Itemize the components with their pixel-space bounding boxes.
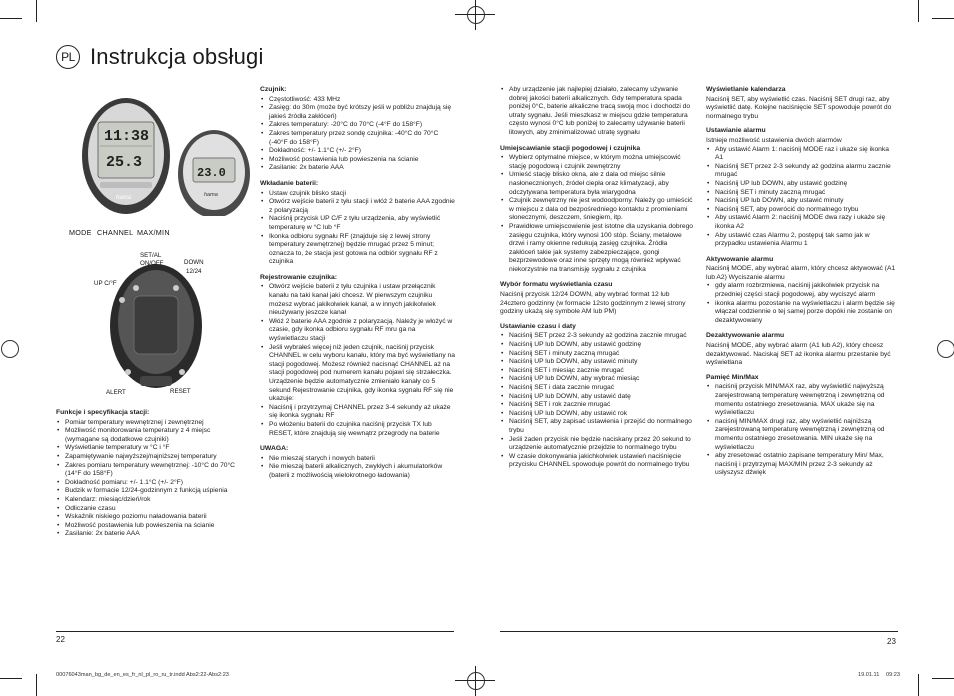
lcd-time: 11:38	[104, 128, 150, 145]
list-item: • Naciśnij przycisk UP C/F z tyłu urządzenia, aby wyświetlić temperaturę w °C lub °F	[260, 215, 456, 232]
list-item: • Naciśnij SET przez 2-3 sekundy aż godzina alarmu zacznie mrugać	[706, 163, 898, 180]
list-item: • Jeśli żaden przycisk nie będzie naciskany przez 20 sekund to urządzenie automatycznie przejdzie to normalnego trybu	[500, 436, 694, 453]
list-item: • Naciśnij UP lub DOWN, aby ustawić godzinę	[500, 341, 694, 350]
section-heading: Dezaktywowanie alarmu	[706, 332, 785, 340]
list-item: • aby zresetować ostatnio zapisane temperatury Min/ Max, naciśnij i przytrzymaj MAX/MIN przez 2-3 sekundy aż usłyszysz dźwięk	[706, 452, 898, 478]
list-item: • Nie mieszaj baterii alkalicznych, zwykłych i akumulatorków (baterii z możliwością wielokrotnego ładowania)	[260, 463, 456, 480]
column-4	[706, 86, 898, 485]
list-item: • Wybierz optymalne miejsce, w którym można umiejscowić stację pogodową i czujnik zewnętrzny	[500, 154, 694, 171]
list-item: • Zakres temperatury przez sondę czujnika: -40°C do 70°C (-40°F do 158°F)	[260, 130, 456, 147]
list-item: • Ustaw czujnik blisko stacji	[260, 190, 456, 199]
list-item: • Możliwość postawienia lub powieszenia na ścianie	[260, 156, 456, 165]
list-item: • W czasie dokonywania jakichkolwiek ustawień naciśnięcie przycisku CHANNEL spowoduje powrót do normalnego trybu	[500, 453, 694, 470]
list-item: • Naciśnij SET i data zacznie mrugać	[500, 384, 694, 393]
page-rule-left	[56, 631, 454, 632]
registration-mark	[1, 340, 19, 358]
list-item: • Zasilanie: 2x baterie AAA	[260, 164, 456, 173]
print-slug: 00076043man_bg_de_en_es_fr_nl_pl_ro_ru_tr.indd Abs2:22-Abs2:23	[56, 672, 229, 678]
label-down-sub: 12/24	[186, 268, 202, 275]
list-item: • Naciśnij UP lub DOWN, aby ustawić rok	[500, 410, 694, 419]
list-item: • Naciśnij SET, aby zapisać ustawienia i przejść do normalnego trybu	[500, 418, 694, 435]
crop-mark	[0, 18, 22, 19]
list-item: • Aby urządzenie jak najlepiej działało, zalecamy używanie dobrej jakości baterii alkalicznych. Gdy temperatura spada poniżej 0°C, baterie alkaliczne tracą swoją moc i dochodzi do utraty sygnału. Jeśli mieszkasz w miejscu gdzie temperatura często wynosi 0°C lub poniżej to zalecamy używanie baterii litowych, aby zminimalizować utratę sygnału	[500, 86, 694, 138]
registration-list	[260, 283, 456, 438]
list-item: • Naciśnij UP lub DOWN, aby ustawić minuty	[500, 358, 694, 367]
list-item: • Dokładność pomiaru: +/- 1.1°C (+/- 2°F)	[56, 479, 246, 488]
list-item: • ikonka alarmu pozostanie na wyświetlaczu i alarm będzie się włączał codziennie o tej samej porze dopóki nie zostanie on dezaktywowany	[706, 300, 898, 326]
list-item: • naciśnij przycisk MIN/MAX raz, aby wyświetlić najwyższą zarejestrowaną temperaturę wewnętrzną i zewnętrzną od momentu ostatniego zresetowania. MAX ukaże się na wyświetlaczu	[706, 383, 898, 417]
registration-mark	[467, 672, 485, 690]
list-item: • Naciśnij SET i minuty zaczną mrugać	[500, 350, 694, 359]
list-item: • Możliwość postawienia lub powieszenia na ścianie	[56, 522, 246, 531]
crop-mark	[932, 18, 954, 19]
section-heading: UWAGA:	[260, 445, 289, 453]
label-onoff: ON/OFF	[140, 260, 164, 267]
list-item: • Otwórz wejście baterii z tyłu stacji i włóż 2 baterie AAA zgodnie z polaryzacją	[260, 198, 456, 215]
registration-mark	[937, 340, 954, 358]
note-list	[260, 455, 456, 481]
button-reset	[179, 369, 185, 375]
list-item: • Naciśnij UP lub DOWN, aby ustawić datę	[500, 393, 694, 402]
page-rule-right	[500, 631, 898, 632]
list-item: • Naciśnij UP lub DOWN, aby ustawić godzinę	[706, 180, 898, 189]
button-up	[119, 297, 125, 303]
brand-logo: hama	[116, 195, 132, 201]
list-item: • naciśnij MIN/MAX drugi raz, aby wyświetlić najniższą zarejestrowaną temperaturę wewnętrzną i zewnętrzną od momentu ostatniego zresetowania. MIN ukaże się na wyświetlaczu	[706, 418, 898, 452]
button-down	[173, 285, 179, 291]
column-3	[500, 86, 694, 477]
list-item: • Dokładność: +/- 1.1°C (+/- 2°F)	[260, 147, 456, 156]
list-item: • Naciśnij UP lub DOWN, aby wybrać miesiąc	[500, 375, 694, 384]
crop-mark	[918, 674, 919, 696]
intro-list	[500, 86, 694, 138]
weather-station-illustration	[70, 96, 250, 216]
alarm-set-list	[706, 146, 898, 249]
list-item: • Aby ustawić Alarm 2: naciśnij MODE dwa razy i ukaże się ikonka A2	[706, 214, 898, 231]
label-mode: MODE	[69, 228, 92, 237]
station-buttons	[100, 182, 152, 188]
section-heading: Czujnik:	[260, 86, 287, 93]
crop-mark	[475, 0, 476, 30]
label-channel: CHANNEL	[97, 228, 134, 237]
column-2	[260, 86, 456, 488]
minmax-list	[706, 383, 898, 478]
list-item: • Aby ustawić czas Alarmu 2, postępuj tak samo jak w przypadku ustawienia Alarmu 1	[706, 232, 898, 249]
section-text: Istnieje możliwość ustawienia dwóch alarmów	[706, 136, 842, 144]
list-item: • gdy alarm rozbrzmiewa, naciśnij jakikolwiek przycisk na przedniej części stacji pogodowej, aby wyciszyć alarm	[706, 282, 898, 299]
label-maxmin: MAX/MIN	[137, 228, 170, 237]
list-item: • Zapamiętywanie najwyższej/najniższej temperatury	[56, 453, 246, 462]
sensor-spec-list	[260, 96, 456, 173]
list-item: • Umieść stację blisko okna, ale z dala od miejsc silnie nasłonecznionych, źródeł ciepła oraz klimatyzacji, aby odczytywana temperatura była wiarygodna	[500, 171, 694, 197]
time-date-list	[500, 332, 694, 470]
list-item: • Kalendarz: miesiąc/dzień/rok	[56, 496, 246, 505]
section-text: Naciśnij przycisk 12/24 DOWN, aby wybrać format 12 lub 24czterо godzinny (w formacie 12sto godzinnym z lewej strony godziny ukażą się symbole AM lub PM)	[500, 291, 686, 316]
list-item: • Częstotliwość: 433 MHz	[260, 96, 456, 105]
sensor-back-illustration	[100, 256, 210, 396]
battery-cover	[134, 296, 178, 354]
list-item: • Naciśnij SET, aby powrócić do normalnego trybu	[706, 206, 898, 215]
section-heading: Funkcje i specyfikacja stacji:	[56, 409, 150, 416]
list-item: • Czujnik zewnętrzny nie jest wodoodporny. Należy go umieścić w miejscu z dala od bezpośredniego kontaktu z promieniami słonecznymi, deszczem, śniegiem, itp.	[500, 197, 694, 223]
print-date: 19.01.11	[858, 672, 880, 678]
list-item: • Ikonka odbioru sygnału RF (znajduje się z lewej strony temperatury zewnętrznej) będzie mrugać przez 5 minut; oznacza to, że stacja jest gotowa na odbiór sygnału RF z czujnika	[260, 233, 456, 267]
list-item: • Naciśnij UP lub DOWN, aby ustawić minuty	[706, 197, 898, 206]
crop-mark	[932, 678, 954, 679]
button-set	[133, 285, 139, 291]
page-title	[56, 44, 264, 70]
language-badge: PL	[56, 45, 80, 69]
list-item: • Wyświetlanie temperatury w °C i °F	[56, 444, 246, 453]
section-heading: Wyświetlanie kalendarza	[706, 86, 786, 93]
label-alarm: ALERT	[106, 389, 126, 396]
list-item: • Prawidłowe umiejscowienie jest istotne dla uzyskania dobrego zasięgu czujnika, który wynosi 100 stóp. Ściany, metalowe drzwi i ramy okienne redukują zasięg czujnika. Źródła zakłóceń takie jak systemy zabezpieczające, gongi bezprzewodowe oraz inne sprzęty mogą również wpływać niekorzystnie na transmisję sygnału z czujnika	[500, 223, 694, 275]
lcd-temp: 25.3	[106, 154, 143, 171]
list-item: • Naciśnij SET i minuty zaczną mrugać	[706, 189, 898, 198]
list-item: • Wskaźnik niskiego poziomu naładowania baterii	[56, 513, 246, 522]
crop-mark	[0, 678, 22, 679]
label-reset: RESET	[170, 388, 191, 395]
list-item: • Naciśnij SET i miesiąc zacznie mrugać	[500, 367, 694, 376]
list-item: • Zakres temperatury: -20°C do 70°C (-4°F do 158°F)	[260, 121, 456, 130]
sensor-brand-logo: hama	[204, 192, 218, 198]
sensor-lcd-temp: 23.0	[197, 166, 226, 180]
crop-mark	[918, 0, 919, 22]
alarm-activate-list	[706, 282, 898, 325]
sensor-stand	[140, 376, 172, 386]
list-item: • Otwórz wejście baterii z tyłu czujnika i ustaw przełącznik kanału na taki kanał jaki chcesz. W pierwszym czujniku możesz wybrać jakikolwiek kanał, a w innych jakikolwiek nieużywany jeszcze kanał	[260, 283, 456, 317]
column-1	[56, 409, 246, 546]
placement-list	[500, 154, 694, 274]
section-heading: Rejestrowanie czujnika:	[260, 273, 338, 281]
registration-mark	[467, 6, 485, 24]
page-number-right: 23	[887, 637, 896, 646]
print-time: 09:23	[886, 672, 900, 678]
list-item: • Zasilanie: 2x baterie AAA	[56, 530, 246, 539]
list-item: • Aby ustawić Alarm 1: naciśnij MODE raz i ukaże się ikonka A1	[706, 146, 898, 163]
battery-list	[260, 190, 456, 267]
list-item: • Naciśnij SET przez 2-3 sekundy aż godzina zacznie mrugać	[500, 332, 694, 341]
button-alarm	[125, 369, 131, 375]
section-heading: Aktywowanie alarmu	[706, 255, 774, 263]
crop-mark	[36, 674, 37, 696]
list-item: • Naciśnij i przytrzymaj CHANNEL przez 3-4 sekundy aż ukaże się ikonka sygnału RF	[260, 404, 456, 421]
list-item: • Po włożeniu baterii do czujnika naciśnij przycisk TX lub RESET, które znajdują się wewnątrz przegrody na baterie	[260, 421, 456, 438]
section-heading: Pamięć Min/Max	[706, 373, 759, 381]
section-text: Naciśnij MODE, aby wybrać alarm (A1 lub A2), który chcesz dezaktywować. Naciskaj SET aż ikonka alarmu przestanie być wyświetlana	[706, 342, 891, 367]
title-text: Instrukcja obsługi	[90, 44, 264, 69]
section-heading: Ustawianie alarmu	[706, 127, 766, 135]
section-text: Naciśnij MODE, aby wybrać alarm, który chcesz aktywować (A1 lub A2) Wyciszanie alarmu	[706, 265, 896, 281]
label-set-al: SET/AL	[140, 252, 162, 259]
list-item: • Możliwość monitorowania temperatury z 4 miejsc (wymagane są dodatkowe czujniki)	[56, 427, 246, 444]
list-item: • Naciśnij SET i rok zacznie mrugać	[500, 401, 694, 410]
list-item: • Zasięg: do 30m (może być krótszy jeśli w pobliżu znajdują się jakieś źródła zakłóceń)	[260, 104, 456, 121]
page-number-left: 22	[56, 635, 65, 644]
list-item: • Nie mieszaj starych i nowych baterii	[260, 455, 456, 464]
list-item: • Włóż 2 baterie AAA zgodnie z polaryzacją. Należy je włożyć w czasie, gdy ikonka odbioru sygnału RF mru ga na wyświetlaczu stacji	[260, 318, 456, 344]
section-heading: Wybór formatu wyświetlania czasu	[500, 281, 613, 289]
list-item: • Jeśli wybrałeś więcej niż jeden czujnik, naciśnij przycisk CHANNEL w celu wyboru kanału, który ma być wyświetlany na stacji pogodowej. Możesz również nacisnąć CHANNEL aż na stacji pogodowej pod numerem kanału pojawi się strzałeczka. Urządzenie będzie automatycznie zmieniało kanały co 5 sekund Rejestrowanie czujnika, gdy ikonka sygnału RF się nie ukazuje:	[260, 344, 456, 404]
list-item: • Budzik w formacie 12/24-godzinnym z funkcją uśpienia	[56, 487, 246, 496]
list-item: • Odliczanie czasu	[56, 505, 246, 514]
crop-mark	[475, 666, 476, 696]
label-up-cf: UP C/°F	[94, 280, 117, 287]
list-item: • Zakres pomiaru temperatury wewnętrznej: -10°C do 70°C (14°F do 158°F)	[56, 462, 246, 479]
label-down: DOWN	[184, 259, 204, 266]
section-heading: Ustawianie czasu i daty	[500, 322, 576, 330]
section-text: Naciśnij SET, aby wyświetlić czas. Naciśnij SET drugi raz, aby wyświetlić datę. Kolejne naciśnięcie SET spowoduje powrót do normalnego trybu	[706, 95, 892, 120]
crop-mark	[36, 0, 37, 22]
feature-list	[56, 419, 246, 539]
list-item: • Pomiar temperatury wewnętrznej i zewnętrznej	[56, 419, 246, 428]
section-heading: Wkładanie baterii:	[260, 179, 319, 187]
section-heading: Umiejscawianie stacji pogodowej i czujnika	[500, 144, 641, 152]
